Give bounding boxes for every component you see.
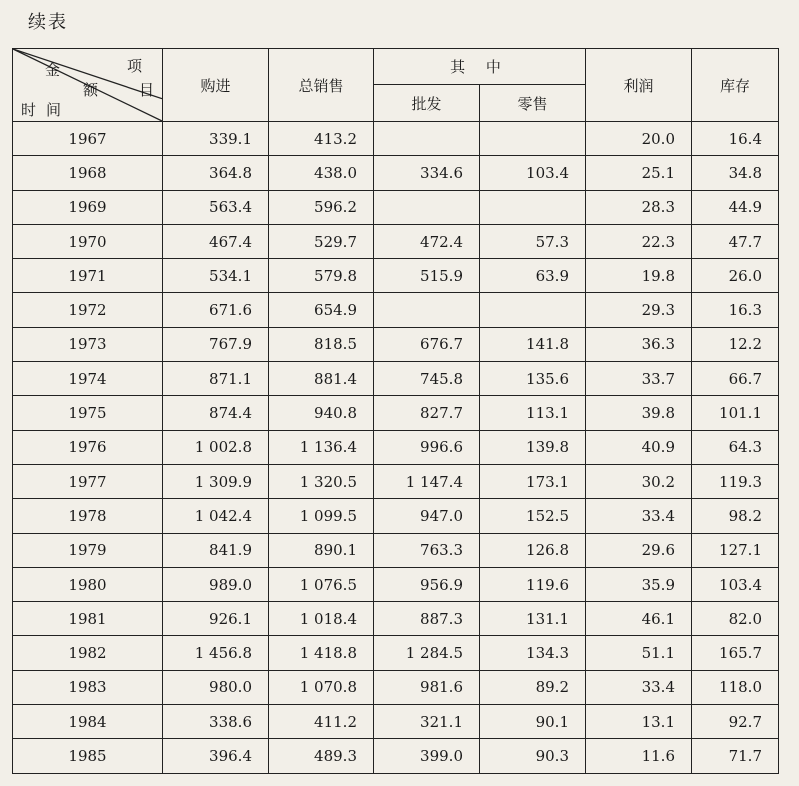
cell-year: 1984	[13, 705, 163, 739]
cell-retail: 113.1	[480, 396, 586, 430]
cell-stock: 44.9	[692, 190, 779, 224]
table-row	[13, 396, 779, 430]
cell-wholesale: 763.3	[374, 533, 480, 567]
cell-retail	[480, 190, 586, 224]
table-row	[13, 259, 779, 293]
cell-total-sales: 1 018.4	[269, 602, 374, 636]
cell-year: 1971	[13, 259, 163, 293]
cell-wholesale: 676.7	[374, 327, 480, 361]
cell-retail: 119.6	[480, 567, 586, 601]
cell-retail	[480, 122, 586, 156]
corner-label-xiang: 项	[127, 57, 143, 75]
cell-year: 1982	[13, 636, 163, 670]
cell-wholesale: 334.6	[374, 156, 480, 190]
cell-stock: 101.1	[692, 396, 779, 430]
cell-total-sales: 529.7	[269, 224, 374, 258]
cell-profit: 40.9	[586, 430, 692, 464]
table-body	[13, 122, 779, 774]
table-row	[13, 430, 779, 464]
cell-year: 1968	[13, 156, 163, 190]
cell-total-sales: 654.9	[269, 293, 374, 327]
cell-profit: 13.1	[586, 705, 692, 739]
cell-year: 1981	[13, 602, 163, 636]
cell-wholesale: 1 147.4	[374, 464, 480, 498]
cell-stock: 47.7	[692, 224, 779, 258]
header-zongxiaoshou: 总销售	[269, 49, 374, 122]
table-row	[13, 705, 779, 739]
cell-purchase: 926.1	[163, 602, 269, 636]
cell-retail: 103.4	[480, 156, 586, 190]
cell-total-sales: 1 076.5	[269, 567, 374, 601]
table-header	[13, 49, 779, 122]
cell-purchase: 767.9	[163, 327, 269, 361]
cell-stock: 103.4	[692, 567, 779, 601]
header-lirun: 利润	[586, 49, 692, 122]
cell-retail: 131.1	[480, 602, 586, 636]
cell-total-sales: 881.4	[269, 362, 374, 396]
cell-total-sales: 411.2	[269, 705, 374, 739]
cell-purchase: 339.1	[163, 122, 269, 156]
table-row	[13, 464, 779, 498]
corner-label-shijian: 时间	[21, 101, 72, 119]
cell-retail: 173.1	[480, 464, 586, 498]
cell-total-sales: 489.3	[269, 739, 374, 773]
corner-header-cell	[13, 49, 163, 122]
table-caption: 续表	[28, 12, 68, 33]
table-row	[13, 190, 779, 224]
cell-purchase: 871.1	[163, 362, 269, 396]
cell-stock: 26.0	[692, 259, 779, 293]
cell-stock: 165.7	[692, 636, 779, 670]
cell-profit: 35.9	[586, 567, 692, 601]
cell-purchase: 989.0	[163, 567, 269, 601]
cell-year: 1979	[13, 533, 163, 567]
cell-total-sales: 818.5	[269, 327, 374, 361]
cell-year: 1977	[13, 464, 163, 498]
cell-profit: 46.1	[586, 602, 692, 636]
cell-wholesale: 472.4	[374, 224, 480, 258]
cell-wholesale: 981.6	[374, 670, 480, 704]
table-row	[13, 670, 779, 704]
cell-retail: 89.2	[480, 670, 586, 704]
cell-wholesale: 956.9	[374, 567, 480, 601]
cell-total-sales: 413.2	[269, 122, 374, 156]
header-lingshou: 零售	[480, 85, 586, 122]
cell-profit: 39.8	[586, 396, 692, 430]
cell-year: 1974	[13, 362, 163, 396]
table-row	[13, 602, 779, 636]
cell-purchase: 980.0	[163, 670, 269, 704]
cell-wholesale: 827.7	[374, 396, 480, 430]
cell-wholesale: 996.6	[374, 430, 480, 464]
cell-retail: 139.8	[480, 430, 586, 464]
cell-wholesale: 947.0	[374, 499, 480, 533]
cell-stock: 127.1	[692, 533, 779, 567]
cell-profit: 25.1	[586, 156, 692, 190]
cell-wholesale: 1 284.5	[374, 636, 480, 670]
table-row	[13, 156, 779, 190]
table-row	[13, 293, 779, 327]
cell-stock: 16.3	[692, 293, 779, 327]
corner-label-mu: 目	[139, 81, 155, 99]
cell-year: 1975	[13, 396, 163, 430]
cell-stock: 119.3	[692, 464, 779, 498]
table-row	[13, 499, 779, 533]
cell-purchase: 563.4	[163, 190, 269, 224]
cell-profit: 11.6	[586, 739, 692, 773]
cell-stock: 64.3	[692, 430, 779, 464]
cell-profit: 28.3	[586, 190, 692, 224]
cell-wholesale: 745.8	[374, 362, 480, 396]
cell-stock: 92.7	[692, 705, 779, 739]
table-row	[13, 739, 779, 773]
cell-profit: 20.0	[586, 122, 692, 156]
table-row	[13, 224, 779, 258]
table-row	[13, 533, 779, 567]
cell-profit: 36.3	[586, 327, 692, 361]
cell-total-sales: 1 136.4	[269, 430, 374, 464]
cell-profit: 22.3	[586, 224, 692, 258]
cell-profit: 19.8	[586, 259, 692, 293]
table-row	[13, 122, 779, 156]
cell-profit: 29.3	[586, 293, 692, 327]
cell-year: 1970	[13, 224, 163, 258]
cell-stock: 82.0	[692, 602, 779, 636]
cell-purchase: 874.4	[163, 396, 269, 430]
cell-profit: 33.7	[586, 362, 692, 396]
cell-year: 1976	[13, 430, 163, 464]
cell-wholesale	[374, 190, 480, 224]
cell-purchase: 1 042.4	[163, 499, 269, 533]
cell-year: 1973	[13, 327, 163, 361]
cell-purchase: 338.6	[163, 705, 269, 739]
cell-stock: 118.0	[692, 670, 779, 704]
cell-total-sales: 438.0	[269, 156, 374, 190]
cell-total-sales: 1 418.8	[269, 636, 374, 670]
cell-profit: 33.4	[586, 499, 692, 533]
cell-purchase: 467.4	[163, 224, 269, 258]
cell-year: 1983	[13, 670, 163, 704]
cell-year: 1967	[13, 122, 163, 156]
cell-total-sales: 596.2	[269, 190, 374, 224]
cell-stock: 66.7	[692, 362, 779, 396]
cell-stock: 34.8	[692, 156, 779, 190]
cell-wholesale: 887.3	[374, 602, 480, 636]
cell-stock: 12.2	[692, 327, 779, 361]
cell-purchase: 396.4	[163, 739, 269, 773]
cell-purchase: 671.6	[163, 293, 269, 327]
cell-profit: 51.1	[586, 636, 692, 670]
cell-wholesale: 399.0	[374, 739, 480, 773]
cell-year: 1985	[13, 739, 163, 773]
cell-retail: 141.8	[480, 327, 586, 361]
cell-wholesale	[374, 122, 480, 156]
cell-profit: 29.6	[586, 533, 692, 567]
cell-retail: 135.6	[480, 362, 586, 396]
cell-purchase: 364.8	[163, 156, 269, 190]
cell-total-sales: 940.8	[269, 396, 374, 430]
cell-stock: 16.4	[692, 122, 779, 156]
cell-retail: 63.9	[480, 259, 586, 293]
corner-label-e: 额	[83, 81, 99, 99]
header-kucun: 库存	[692, 49, 779, 122]
corner-label-jin: 金	[45, 61, 61, 79]
cell-purchase: 534.1	[163, 259, 269, 293]
cell-profit: 33.4	[586, 670, 692, 704]
cell-retail: 57.3	[480, 224, 586, 258]
cell-retail: 90.3	[480, 739, 586, 773]
cell-total-sales: 1 099.5	[269, 499, 374, 533]
cell-purchase: 841.9	[163, 533, 269, 567]
cell-retail: 90.1	[480, 705, 586, 739]
header-goujin: 购进	[163, 49, 269, 122]
table-row	[13, 636, 779, 670]
cell-stock: 98.2	[692, 499, 779, 533]
header-qizhong: 其 中	[374, 49, 586, 85]
cell-purchase: 1 309.9	[163, 464, 269, 498]
cell-wholesale	[374, 293, 480, 327]
cell-wholesale: 515.9	[374, 259, 480, 293]
cell-total-sales: 1 070.8	[269, 670, 374, 704]
cell-retail: 134.3	[480, 636, 586, 670]
cell-year: 1980	[13, 567, 163, 601]
cell-total-sales: 579.8	[269, 259, 374, 293]
cell-profit: 30.2	[586, 464, 692, 498]
cell-stock: 71.7	[692, 739, 779, 773]
cell-purchase: 1 002.8	[163, 430, 269, 464]
data-table	[12, 48, 779, 774]
cell-wholesale: 321.1	[374, 705, 480, 739]
cell-retail: 152.5	[480, 499, 586, 533]
header-pifa: 批发	[374, 85, 480, 122]
table-row	[13, 567, 779, 601]
cell-retail	[480, 293, 586, 327]
cell-retail: 126.8	[480, 533, 586, 567]
table-row	[13, 362, 779, 396]
cell-total-sales: 1 320.5	[269, 464, 374, 498]
cell-year: 1972	[13, 293, 163, 327]
cell-year: 1969	[13, 190, 163, 224]
cell-year: 1978	[13, 499, 163, 533]
cell-total-sales: 890.1	[269, 533, 374, 567]
cell-purchase: 1 456.8	[163, 636, 269, 670]
table-row	[13, 327, 779, 361]
